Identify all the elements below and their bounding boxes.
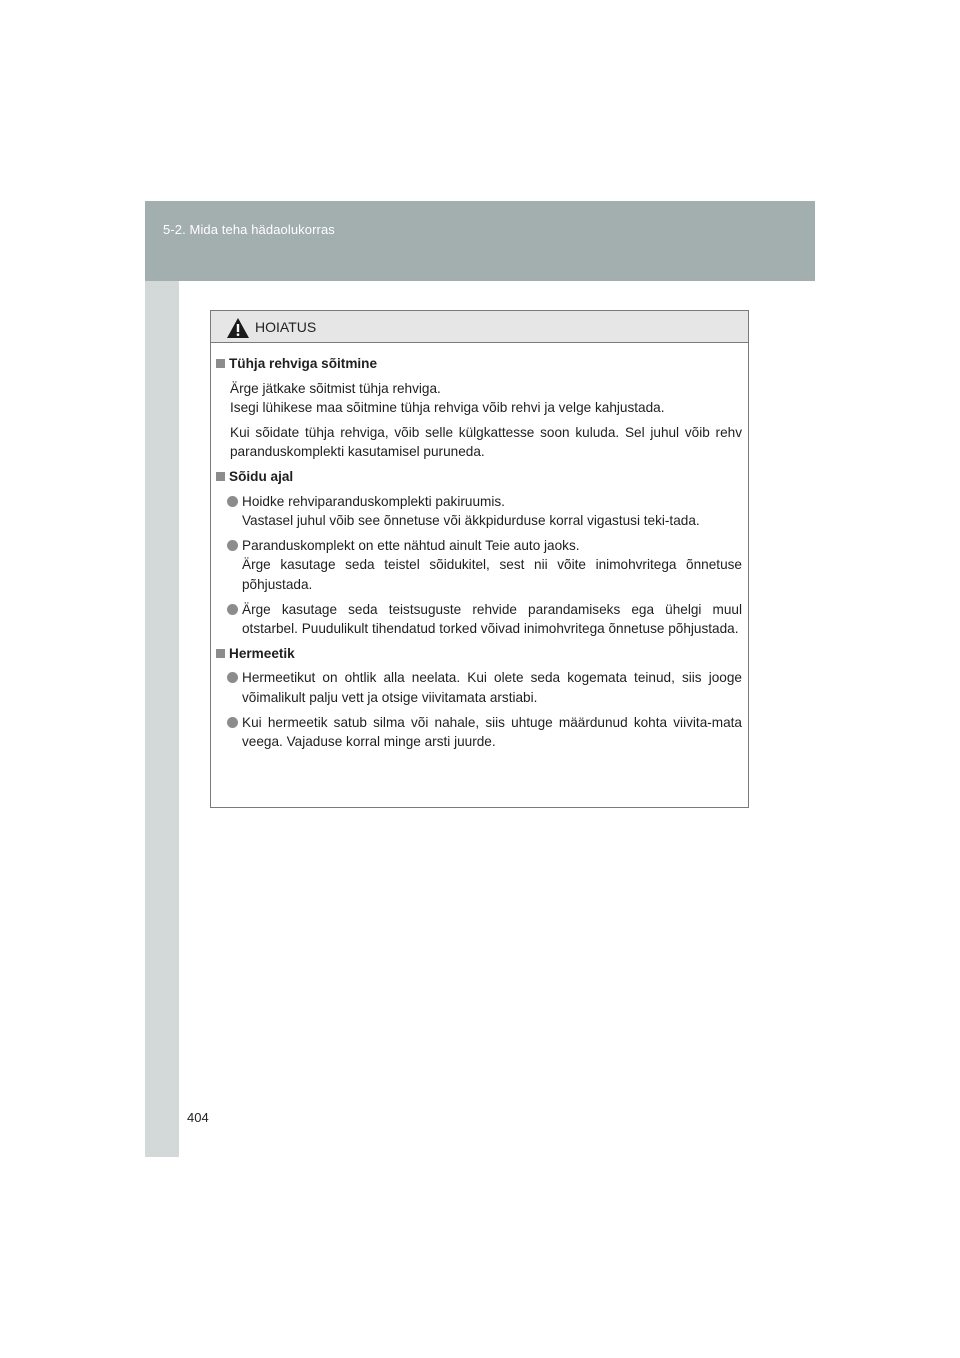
- bullet-item: Paranduskomplekt on ette nähtud ainult Teie auto jaoks. Ärge kasutage seda teistel sõidukitel, sest nii võite inimohvritega õnnetuse põhjustada.: [216, 536, 742, 595]
- square-bullet-icon: [216, 472, 225, 481]
- warning-title: HOIATUS: [255, 319, 317, 335]
- warning-body: [211, 343, 748, 752]
- section-heading: Sõidu ajal: [216, 467, 742, 487]
- bullet-item: Ärge kasutage seda teistsuguste rehvide parandamiseks ega ühelgi muul otstarbel. Puudulikult tihendatud torked võivad inimohvritega õnnetuse põhjustada.: [216, 600, 742, 639]
- square-bullet-icon: [216, 359, 225, 368]
- section-title: 5-2. Mida teha hädaolukorras: [163, 222, 335, 237]
- page-number: 404: [187, 1110, 209, 1125]
- bullet-item: Hoidke rehviparanduskomplekti pakiruumis. Vastasel juhul võib see õnnetuse või äkkpidurduse korral vigastusi teki-tada.: [216, 492, 742, 531]
- side-strip: [145, 281, 179, 1157]
- bullet-item: Hermeetikut on ohtlik alla neelata. Kui olete seda kogemata teinud, siis jooge võimalikult palju vett ja otsige viivitamata arstiabi.: [216, 668, 742, 707]
- round-bullet-icon: [227, 540, 238, 551]
- section-heading: Tühja rehviga sõitmine: [216, 354, 742, 374]
- warning-header: [211, 311, 748, 343]
- square-bullet-icon: [216, 649, 225, 658]
- paragraph: Ärge jätkake sõitmist tühja rehviga. Isegi lühikese maa sõitmine tühja rehviga võib rehvi ja velge kahjustada.: [230, 380, 665, 416]
- section-header-band: [145, 201, 815, 281]
- bullet-item: Kui hermeetik satub silma või nahale, siis uhtuge määrdunud kohta viivita-mata veega. Vajaduse korral minge arsti juurde.: [216, 713, 742, 752]
- warning-triangle-icon: [226, 317, 250, 339]
- round-bullet-icon: [227, 672, 238, 683]
- section-heading: Hermeetik: [216, 644, 742, 664]
- round-bullet-icon: [227, 717, 238, 728]
- paragraph: Kui sõidate tühja rehviga, võib selle külgkattesse soon kuluda. Sel juhul võib rehv paranduskomplekti kasutamisel puruneda.: [230, 424, 742, 460]
- round-bullet-icon: [227, 604, 238, 615]
- round-bullet-icon: [227, 496, 238, 507]
- warning-box: [210, 310, 749, 808]
